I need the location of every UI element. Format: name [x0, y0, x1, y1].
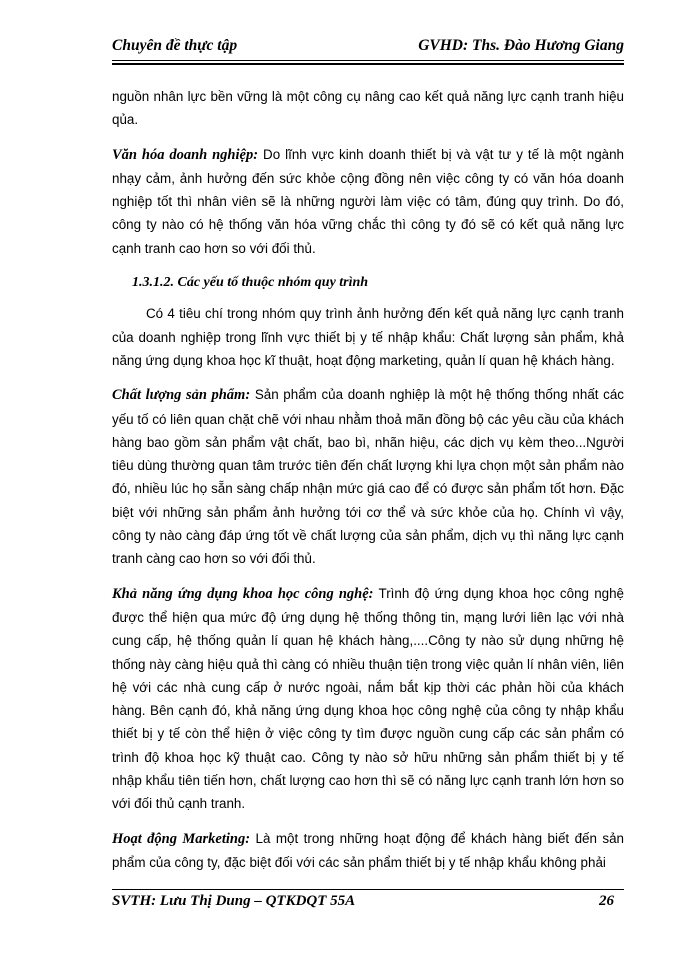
page-body	[112, 85, 624, 885]
header-rule-thick	[112, 63, 624, 65]
section-heading: 1.3.1.2. Các yếu tố thuộc nhóm quy trình	[132, 275, 369, 291]
paragraph-lead: Khả năng ứng dụng khoa học công nghệ:	[112, 585, 374, 602]
paragraph-text: Do lĩnh vực kinh doanh thiết bị và vật tư y tế là một ngành nhạy cảm, ảnh hưởng đến sức khỏe cộng đồng nên việc công ty có văn hóa doanh nghiệp tốt thì nhân viên sẽ là những người làm việc có tâm, đúng quy trình. Do đó, công ty nào có hệ thống văn hóa vững chắc thì công ty đó sẽ có kết quả năng lực cạnh tranh cao hơn so với đối thủ.	[112, 146, 624, 256]
header-supervisor: GVHD: Ths. Đào Hương Giang	[418, 37, 624, 54]
paragraph-text: Trình độ ứng dụng khoa học công nghệ được thể hiện qua mức độ ứng dụng hệ thống thông tin, mạng lưới liên lạc với nhà cung cấp, hệ thống quản lí quan hệ khách hàng,....Công ty nào sử dụng những hệ thống này càng hiệu quả thì càng có nhiều thuận tiện trong việc quản lí nhân viên, liên hệ với các nhà cung cấp ở nước ngoài, nắm bắt kịp thời các phản hồi của khách hàng. Bên cạnh đó, khả năng ứng dụng khoa học công nghệ của công ty nhập khẩu thiết bị y tế còn thể hiện ở việc công ty tìm được nguồn cung cấp các sản phẩm có trình độ khoa học kỹ thuật cao. Công ty nào sở hữu những sản phẩm thiết bị y tế nhập khẩu tiên tiến hơn, chất lượng cao hơn thì sẽ có năng lực cạnh tranh lớn hơn so với đối thủ cạnh tranh.	[112, 585, 624, 812]
paragraph-product-quality	[112, 383, 624, 570]
paragraph-technology	[112, 582, 624, 816]
paragraph-marketing	[112, 827, 624, 875]
header-document-title: Chuyên đề thực tập	[112, 37, 238, 54]
paragraph-text: Sản phẩm của doanh nghiệp là một hệ thống thống nhất các yếu tố có liên quan chặt chẽ với nhau nhằm thoả mãn đồng bộ các yêu cầu của khách hàng bao gồm sản phẩm vật chất, bao bì, nhãn hiệu, các dịch vụ kèm theo...Người tiêu dùng thường quan tâm trước tiên đến chất lượng khi lựa chọn một sản phẩm nào đó, nhiều lúc họ sẵn sàng chấp nhận mức giá cao để có được sản phẩm tốt hơn. Đặc biệt với những sản phẩm ảnh hưởng tới cơ thể và sức khỏe của họ. Chính vì vậy, công ty nào càng đáp ứng tốt về chất lượng của sản phẩm, dịch vụ thì năng lực cạnh tranh càng cao hơn so với đối thủ.	[112, 387, 624, 567]
footer-rule	[112, 889, 624, 890]
paragraph-lead: Hoạt động Marketing:	[112, 830, 251, 847]
paragraph-text: Là một trong những hoạt động để khách hàng biết đến sản phẩm của công ty, đặc biệt đối với các sản phẩm thiết bị y tế nhập khẩu không phải	[112, 830, 624, 870]
header-rule	[112, 60, 624, 61]
page-header	[112, 37, 624, 59]
footer-student: SVTH: Lưu Thị Dung – QTKDQT 55A	[112, 893, 356, 909]
paragraph-lead: Văn hóa doanh nghiệp:	[112, 146, 259, 163]
page-number: 26	[599, 893, 614, 909]
paragraph-intro: Có 4 tiêu chí trong nhóm quy trình ảnh hưởng đến kết quả năng lực cạnh tranh của doanh nghiệp trong lĩnh vực thiết bị y tế nhập khẩu: Chất lượng sản phẩm, khả năng ứng dụng khoa học kĩ thuật, hoạt động marketing, quản lí quan hệ khách hàng.	[112, 306, 624, 368]
paragraph-continuation: nguồn nhân lực bền vững là một công cụ nâng cao kết quả năng lực cạnh tranh hiệu qủa.	[112, 89, 624, 128]
paragraph-corporate-culture	[112, 143, 624, 260]
paragraph-lead: Chất lượng sản phẩm:	[112, 387, 251, 404]
page-footer	[112, 893, 624, 915]
